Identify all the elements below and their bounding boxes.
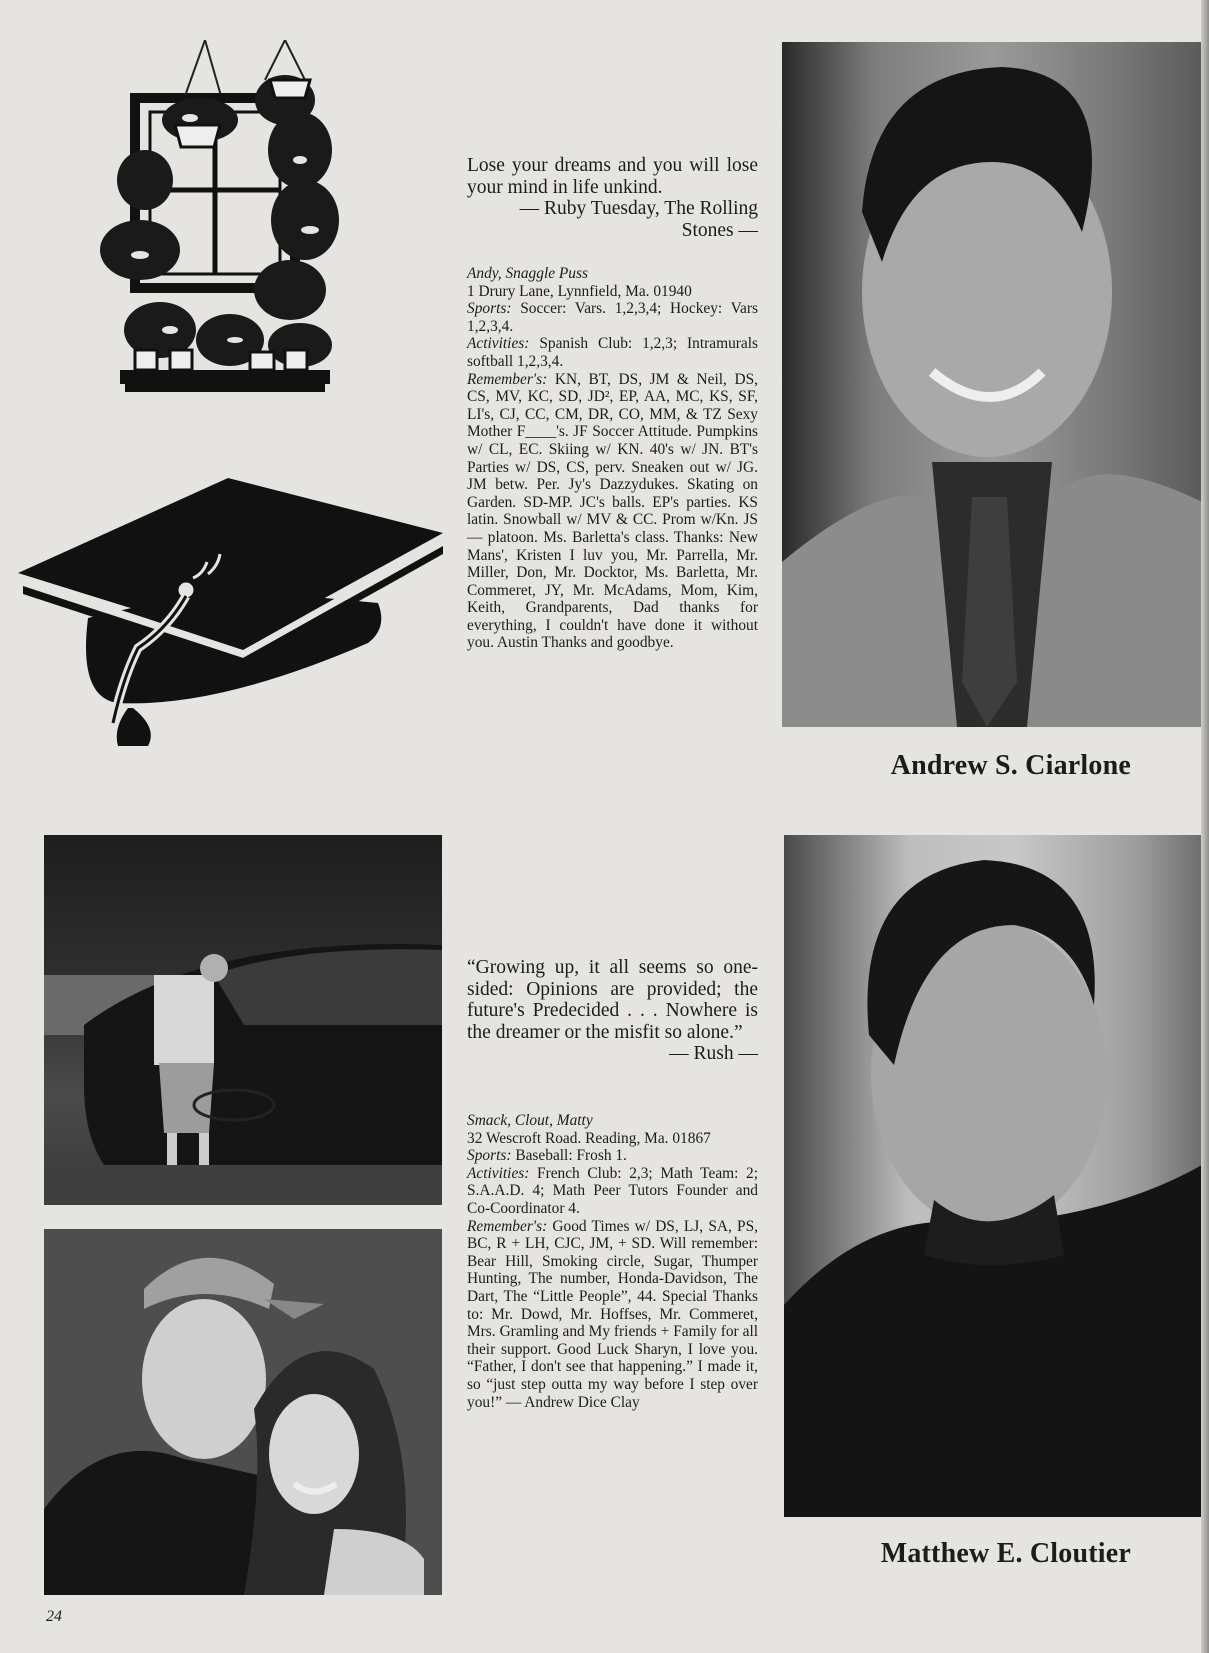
- address: 32 Wescroft Road. Reading, Ma. 01867: [467, 1129, 711, 1147]
- activities-text: Spanish Club: 1,2,3; Intramurals softball 1,2,3,4.: [467, 335, 758, 370]
- portrait-andrew-ciarlone: [782, 42, 1202, 727]
- activities-label: Activities:: [467, 1164, 530, 1182]
- quote-attribution: — Rush —: [669, 1043, 758, 1064]
- candid-photo-car: [44, 835, 442, 1205]
- student-name: Matthew E. Cloutier: [880, 1538, 1131, 1569]
- remembers-label: Remember's:: [467, 370, 548, 388]
- nicknames: Smack, Clout, Matty: [467, 1112, 593, 1129]
- page-edge-shadow: [1201, 0, 1209, 1653]
- remembers-label: Remember's:: [467, 1217, 548, 1235]
- quote-attribution: — Ruby Tuesday, The Rolling Stones —: [519, 198, 758, 241]
- remembers-text: KN, BT, DS, JM & Neil, DS, CS, MV, KC, SD, JD², EP, AA, MC, KS, SF, LI's, CJ, CC, CM, DR, CO, MM, & TZ Sexy Mother F____'s. JF Soccer Attitude. Pumpkins w/ CL, EC. Skiing w/ KN. 40's w/ JN. BT's Parties w/ DS, CS, perv. Sneaken out w/ JG. JM betw. Per. Jy's Dazzydukes. Skating on Garden. SD-MP. JC's balls. EP's parties. KS latin. Snowball w/ MV & CC. Prom w/Kn. JS — platoon. Ms. Barletta's class. Thanks: New Mans', Kristen I luv you, Mr. Parrella, Mr. Miller, Don, Mr. Docktor, Ms. Barletta, Mr. Commeret, JY, Mr. McAdams, Mom, Kim, Keith, Grandparents, Dad thanks for everything, I couldn't have done it without you. Austin Thanks and goodbye.: [467, 370, 758, 652]
- student-name: Andrew S. Ciarlone: [890, 750, 1131, 781]
- sports-text: Baseball: Frosh 1.: [515, 1147, 627, 1165]
- candid-photo-couple: [44, 1229, 442, 1595]
- portrait-matthew-cloutier: [784, 835, 1202, 1517]
- remembers-text: Good Times w/ DS, LJ, SA, PS, BC, R + LH, CJC, JM, + SD. Will remember: Bear Hill, Smoking circle, Sugar, Thumper Hunting, The number, Honda-Davidson, The Dart, The “Little People”, 44. Special Thanks to: Mr. Dowd, Mr. Hoffses, Mr. Commeret, Mrs. Gramling and My friends + Family for all their support. Good Luck Sharyn, I love you. “Father, I don't see that happening.” I made it, so “just step outta my way before I step over you!” — Andrew Dice Clay: [467, 1217, 758, 1411]
- senior-quote: [467, 957, 758, 1065]
- sports-text: Soccer: Vars. 1,2,3,4; Hockey: Vars 1,2,3,4.: [467, 300, 758, 335]
- address: 1 Drury Lane, Lynnfield, Ma. 01940: [467, 282, 692, 300]
- senior-bio: [467, 265, 758, 652]
- window-plants-clipart-icon: [100, 40, 345, 410]
- quote-text: Lose your dreams and you will lose your mind in life unkind.: [467, 155, 758, 198]
- page-number: 24: [46, 1608, 62, 1625]
- sports-label: Sports:: [467, 1147, 512, 1165]
- activities-text: French Club: 2,3; Math Team: 2; S.A.A.D. 4; Math Peer Tutors Founder and Co-Coordinator 4.: [467, 1164, 758, 1217]
- senior-quote: [467, 155, 758, 241]
- graduation-cap-clipart-icon: [18, 478, 443, 746]
- senior-bio: [467, 1112, 758, 1411]
- sports-label: Sports:: [467, 300, 512, 318]
- activities-label: Activities:: [467, 335, 530, 353]
- quote-text: “Growing up, it all seems so one-sided: Opinions are provided; the future's Predecided . . . Nowhere is the dreamer or the misfit so alone.”: [467, 957, 758, 1043]
- nicknames: Andy, Snaggle Puss: [467, 265, 588, 282]
